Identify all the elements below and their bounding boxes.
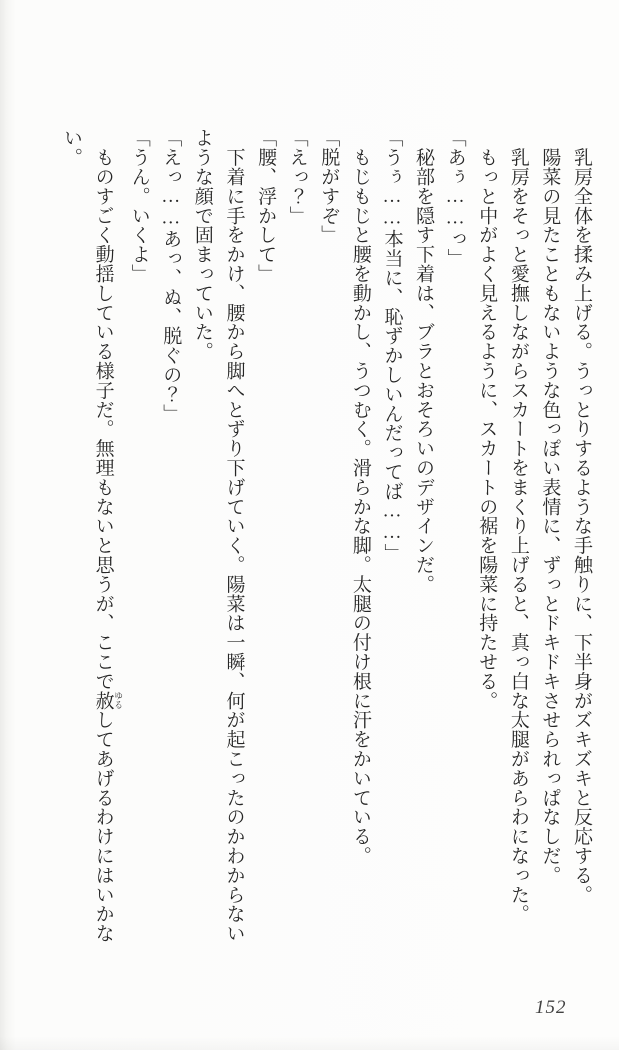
furigana-ruby: 赦 ゆる: [92, 690, 124, 711]
paragraph-5: 「あぅ……っ」: [444, 128, 466, 268]
paragraph-14: 「うん。いくよ」: [128, 128, 150, 284]
text-block: [55, 128, 597, 944]
paragraph-9: 「脱がすぞ」: [318, 128, 340, 245]
paragraph-8: もじもじと腰を動かし、うつむく。滑らかな脚。太腿の付け根に汗をかいている。: [349, 128, 371, 866]
paragraph-3: 乳房をそっと愛撫しながらスカートをまくり上げると、真っ白な太腿があらわになった。: [507, 128, 529, 924]
paragraph-15: ものすごく動揺している様子だ。無理もないと思うが、ここで赦 ゆるしてあげるわけにはいかない。: [61, 128, 124, 943]
paragraph-1: 乳房全体を揉み上げる。うっとりするような手触りに、下半身がズキズキと反応する。: [571, 128, 592, 904]
paragraph-10: 「えっ？」: [286, 128, 308, 225]
paragraph-7: 「うぅ……本当に、恥ずかしいんだってば……」: [381, 128, 403, 563]
paragraph-12: 下着に手をかけ、腰から脚へとずり下げていく。陽菜は一瞬、何が起こったのかわからないような顔で固まっていた。: [191, 128, 245, 943]
paragraph-11: 「腰、浮かして」: [255, 128, 277, 284]
paragraph-6: 秘部を隠す下着は、ブラとおそろいのデザインだ。: [413, 128, 435, 594]
paragraph-13: 「えっ……あっ、ぬ、脱ぐの？」: [160, 128, 182, 423]
paragraph-4: もっと中がよく見えるように、スカートの裾を陽菜に持たせる。: [476, 128, 498, 710]
page-number: 152: [535, 997, 567, 1018]
paragraph-2: 陽菜の見たこともないような色っぽい表情に、ずっとドキドキさせられっぱなしだ。: [539, 128, 561, 885]
